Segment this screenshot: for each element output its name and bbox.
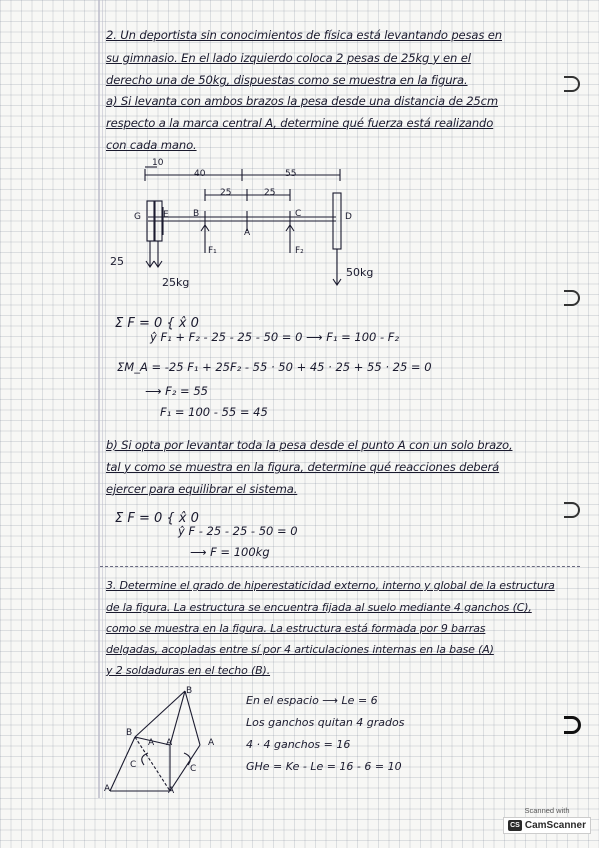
problem2-line: derecho una de 50kg, dispuestas como se muestra en la figura.: [106, 73, 468, 87]
structure-label: A: [104, 784, 111, 794]
structure-label: A: [168, 786, 175, 796]
load-label: 25: [110, 255, 124, 268]
partb-line: ejercer para equilibrar el sistema.: [106, 482, 298, 496]
note-line: GHe = Ke - Le = 16 - 6 = 10: [246, 760, 402, 773]
dim-label: 40: [194, 169, 206, 179]
binder-hole: [564, 502, 580, 518]
problem3-line: de la figura. La estructura se encuentra fijada al suelo mediante 4 ganchos (C),: [106, 601, 532, 614]
equation-f1: F₁ = 100 - 55 = 45: [160, 405, 268, 419]
problem3-line: y 2 soldaduras en el techo (B).: [106, 664, 271, 677]
point-label: A: [244, 228, 251, 238]
equation-fx: Σ F = 0 { x̂ 0: [115, 316, 199, 331]
camscanner-watermark: [503, 806, 591, 834]
binder-hole: [564, 290, 580, 306]
structure-label: A: [166, 738, 173, 748]
note-line: Los ganchos quitan 4 grados: [246, 716, 405, 729]
equationb-fy: ŷ F - 25 - 25 - 50 = 0: [178, 524, 298, 538]
section-divider: [100, 566, 580, 567]
watermark-caption: Scanned with: [524, 806, 570, 815]
problem2-line: con cada mano.: [106, 138, 197, 152]
binder-hole: [564, 716, 581, 734]
camscanner-logo-icon: CS: [508, 820, 522, 831]
force-label: F₁: [208, 246, 217, 256]
problem3-line: 3. Determine el grado de hiperestaticidad externo, interno y global de la estructura: [106, 579, 555, 592]
equation-moment: ΣM_A = -25 F₁ + 25F₂ - 55 · 50 + 45 · 25 + 55 · 25 = 0: [117, 360, 432, 374]
point-label: D: [345, 212, 352, 222]
point-label: C: [295, 209, 302, 219]
equation-fy: ŷ F₁ + F₂ - 25 - 25 - 50 = 0 ⟶ F₁ = 100 - F₂: [150, 330, 400, 344]
load-label: 50kg: [346, 266, 374, 279]
margin-line: [98, 0, 100, 798]
note-line: 4 · 4 ganchos = 16: [246, 738, 351, 751]
structure-label: B: [126, 728, 133, 738]
load-label: 25kg: [162, 276, 190, 289]
point-label: B: [193, 209, 200, 219]
problem2-line: 2. Un deportista sin conocimientos de física está levantando pesas en: [106, 28, 502, 42]
point-label: G: [134, 212, 141, 222]
structure-label: A: [208, 738, 215, 748]
problem2-line: a) Si levanta con ambos brazos la pesa desde una distancia de 25cm: [106, 94, 499, 108]
equationb-fx: Σ F = 0 { x̂ 0: [115, 511, 199, 526]
structure-label: B: [186, 686, 193, 696]
partb-line: tal y como se muestra en la figura, determine qué reacciones deberá: [106, 460, 500, 474]
structure-label: C: [130, 760, 137, 770]
note-line: En el espacio ⟶ Le = 6: [246, 694, 378, 707]
binder-hole: [564, 76, 580, 92]
equationb-result: ⟶ F = 100kg: [190, 545, 270, 559]
dim-label: 25: [264, 188, 276, 198]
dim-label: 10: [152, 158, 164, 168]
structure-label: C: [190, 764, 197, 774]
watermark-badge: [503, 817, 591, 834]
dim-label: 55: [285, 169, 297, 179]
problem2-line: respecto a la marca central A, determine qué fuerza está realizando: [106, 116, 494, 130]
force-label: F₂: [295, 246, 304, 256]
equation-f2: ⟶ F₂ = 55: [145, 384, 208, 398]
problem3-line: delgadas, acopladas entre sí por 4 articulaciones internas en la base (A): [106, 643, 494, 656]
problem2-line: su gimnasio. En el lado izquierdo coloca 2 pesas de 25kg y en el: [106, 51, 471, 65]
partb-line: b) Si opta por levantar toda la pesa desde el punto A con un solo brazo,: [106, 438, 513, 452]
barbell-figure: [100, 155, 380, 295]
problem3-line: como se muestra en la figura. La estructura está formada por 9 barras: [106, 622, 486, 635]
watermark-brand: CamScanner: [524, 820, 586, 831]
point-label: E: [163, 210, 169, 220]
structure-label: A: [148, 738, 155, 748]
dim-label: 25: [220, 188, 232, 198]
margin-line-secondary: [102, 0, 103, 798]
